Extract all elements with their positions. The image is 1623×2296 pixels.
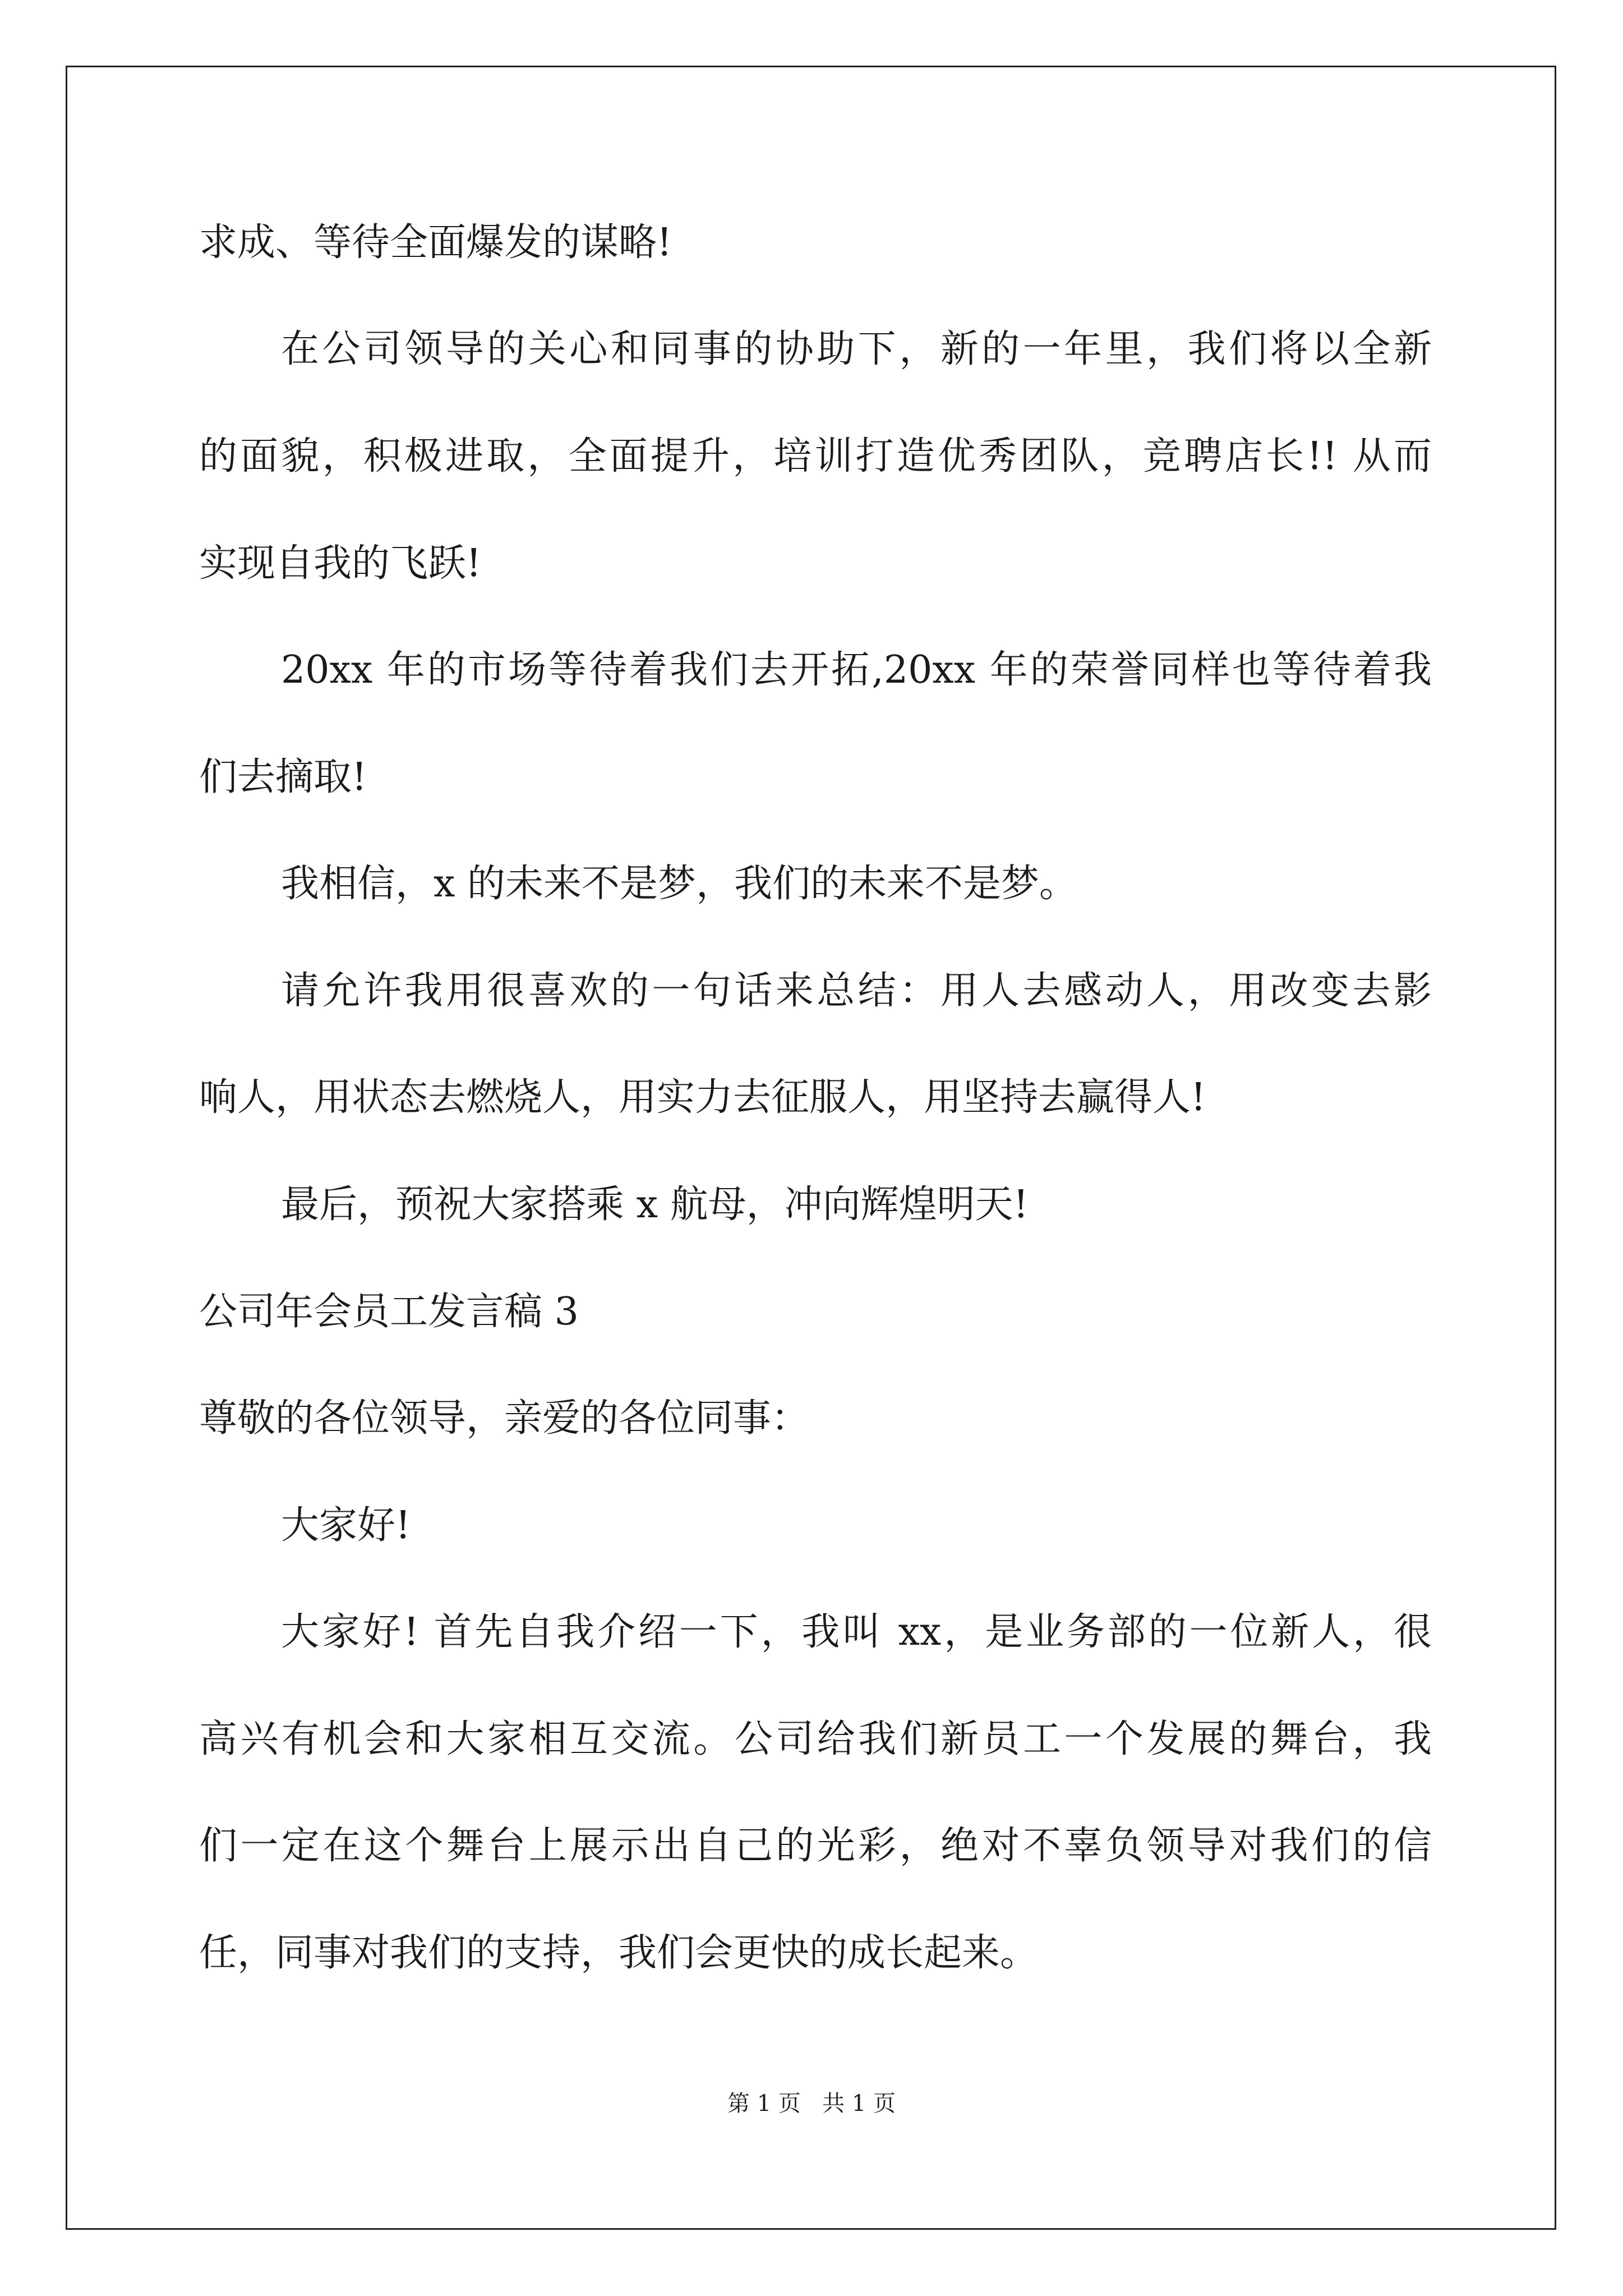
text-line: 请允许我用很喜欢的一句话来总结：用人去感动人，用改变去影 bbox=[281, 969, 1432, 1013]
salutation: 尊敬的各位领导，亲爱的各位同事： bbox=[199, 1396, 810, 1441]
page-border bbox=[66, 66, 1556, 2230]
text-line: 20xx 年的市场等待着我们去开拓,20xx 年的荣誉同样也等待着我 bbox=[281, 648, 1432, 692]
text-line: 的面貌，积极进取，全面提升，培训打造优秀团队，竞聘店长!! 从而 bbox=[199, 434, 1432, 478]
text-line: 们一定在这个舞台上展示出自己的光彩，绝对不辜负领导对我们的信 bbox=[199, 1824, 1432, 1868]
text-line: 们去摘取! bbox=[199, 755, 367, 799]
text-line: 响人，用状态去燃烧人，用实力去征服人，用坚持去赢得人! bbox=[199, 1075, 1206, 1120]
section-heading: 公司年会员工发言稿 3 bbox=[199, 1290, 579, 1334]
text-line: 求成、等待全面爆发的谋略! bbox=[199, 220, 672, 265]
greeting: 大家好! bbox=[281, 1503, 411, 1548]
text-line: 最后，预祝大家搭乘 x 航母，冲向辉煌明天! bbox=[281, 1182, 1029, 1227]
text-line: 在公司领导的关心和同事的协助下，新的一年里，我们将以全新 bbox=[281, 327, 1432, 371]
text-line: 大家好! 首先自我介绍一下，我叫 xx，是业务部的一位新人，很 bbox=[281, 1610, 1432, 1654]
text-line: 实现自我的飞跃! bbox=[199, 541, 482, 586]
text-line: 任，同事对我们的支持，我们会更快的成长起来。 bbox=[199, 1931, 1039, 1975]
page-number-footer: 第 1 页 共 1 页 bbox=[727, 2091, 896, 2116]
text-line: 我相信，x 的未来不是梦，我们的未来不是梦。 bbox=[281, 862, 1077, 906]
text-line: 高兴有机会和大家相互交流。公司给我们新员工一个发展的舞台，我 bbox=[199, 1717, 1432, 1761]
